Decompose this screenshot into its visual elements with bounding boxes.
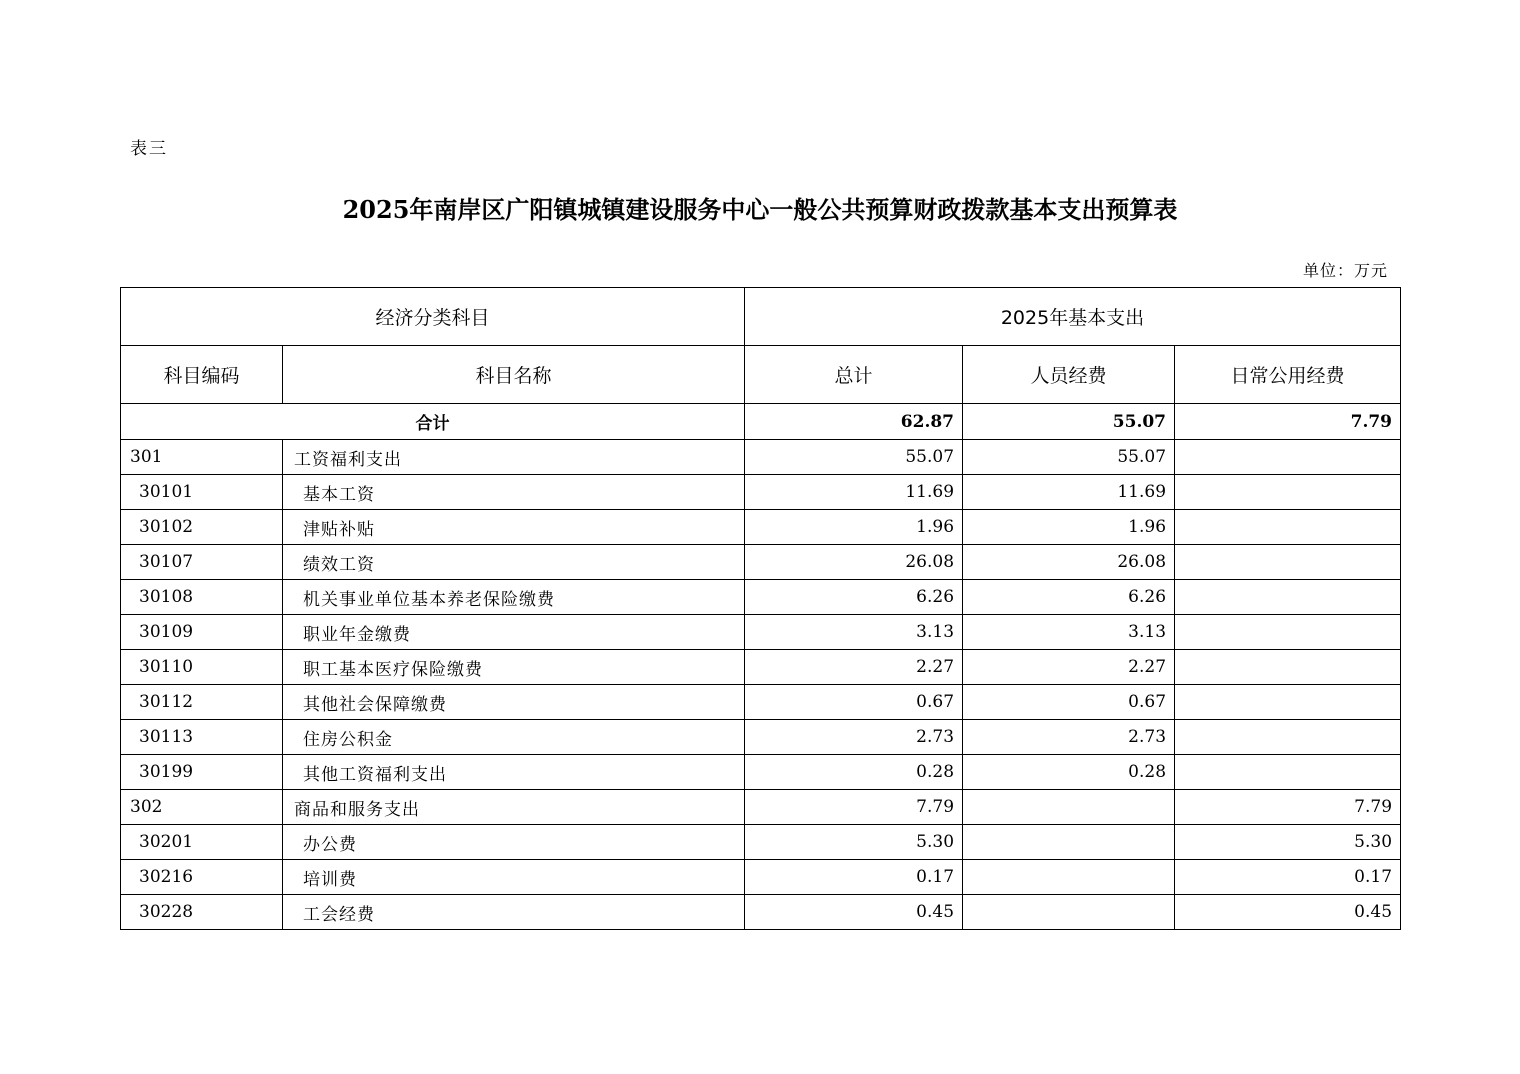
row-code: 30216	[121, 860, 283, 895]
row-name: 其他社会保障缴费	[283, 685, 745, 720]
total-sum: 62.87	[745, 404, 963, 440]
table-row	[121, 755, 1401, 790]
table-row	[121, 440, 1401, 475]
row-public	[1175, 685, 1401, 720]
row-public: 7.79	[1175, 790, 1401, 825]
row-code: 30201	[121, 825, 283, 860]
row-personnel: 11.69	[963, 475, 1175, 510]
table-number-label: 表三	[130, 139, 168, 159]
row-name: 培训费	[283, 860, 745, 895]
row-total: 1.96	[745, 510, 963, 545]
table-row	[121, 895, 1401, 930]
row-total: 0.67	[745, 685, 963, 720]
row-name: 职业年金缴费	[283, 615, 745, 650]
page-title: 2025年南岸区广阳镇城镇建设服务中心一般公共预算财政拨款基本支出预算表	[342, 195, 1178, 224]
row-total: 6.26	[745, 580, 963, 615]
row-code: 30108	[121, 580, 283, 615]
unit-label: 单位：万元	[1302, 261, 1388, 280]
row-code: 30109	[121, 615, 283, 650]
table-row	[121, 790, 1401, 825]
row-code: 302	[121, 790, 283, 825]
column-header-row	[121, 346, 1401, 404]
row-personnel: 55.07	[963, 440, 1175, 475]
row-personnel: 2.73	[963, 720, 1175, 755]
header-name: 科目名称	[283, 346, 745, 404]
row-personnel	[963, 825, 1175, 860]
row-personnel	[963, 860, 1175, 895]
header-personnel: 人员经费	[963, 346, 1175, 404]
table-row	[121, 720, 1401, 755]
group-header-row	[121, 288, 1401, 346]
table-row	[121, 615, 1401, 650]
row-public: 0.45	[1175, 895, 1401, 930]
row-public	[1175, 720, 1401, 755]
budget-table	[120, 287, 1401, 930]
header-public: 日常公用经费	[1175, 346, 1401, 404]
row-personnel: 0.28	[963, 755, 1175, 790]
row-total: 7.79	[745, 790, 963, 825]
row-total: 5.30	[745, 825, 963, 860]
row-total: 0.17	[745, 860, 963, 895]
row-name: 工资福利支出	[283, 440, 745, 475]
table-row	[121, 545, 1401, 580]
row-code: 30110	[121, 650, 283, 685]
table-row	[121, 580, 1401, 615]
row-total: 2.27	[745, 650, 963, 685]
row-public	[1175, 755, 1401, 790]
total-personnel: 55.07	[963, 404, 1175, 440]
row-personnel	[963, 895, 1175, 930]
row-total: 26.08	[745, 545, 963, 580]
row-code: 30199	[121, 755, 283, 790]
header-total: 总计	[745, 346, 963, 404]
row-public	[1175, 615, 1401, 650]
row-public	[1175, 475, 1401, 510]
row-total: 11.69	[745, 475, 963, 510]
row-code: 30107	[121, 545, 283, 580]
table-row	[121, 475, 1401, 510]
row-name: 办公费	[283, 825, 745, 860]
header-code: 科目编码	[121, 346, 283, 404]
row-name: 绩效工资	[283, 545, 745, 580]
group-header-basic-expenditure: 2025年基本支出	[745, 288, 1401, 346]
group-header-economic-class: 经济分类科目	[121, 288, 745, 346]
row-total: 55.07	[745, 440, 963, 475]
row-personnel: 1.96	[963, 510, 1175, 545]
table-row	[121, 860, 1401, 895]
row-name: 其他工资福利支出	[283, 755, 745, 790]
row-public	[1175, 545, 1401, 580]
row-personnel	[963, 790, 1175, 825]
total-label: 合计	[121, 404, 745, 440]
row-personnel: 26.08	[963, 545, 1175, 580]
row-total: 2.73	[745, 720, 963, 755]
row-personnel: 0.67	[963, 685, 1175, 720]
row-public	[1175, 580, 1401, 615]
table-row	[121, 825, 1401, 860]
row-name: 机关事业单位基本养老保险缴费	[283, 580, 745, 615]
row-name: 津贴补贴	[283, 510, 745, 545]
row-public	[1175, 440, 1401, 475]
row-public	[1175, 650, 1401, 685]
row-code: 30228	[121, 895, 283, 930]
row-code: 301	[121, 440, 283, 475]
total-row	[121, 404, 1401, 440]
row-public: 0.17	[1175, 860, 1401, 895]
row-personnel: 3.13	[963, 615, 1175, 650]
row-public: 5.30	[1175, 825, 1401, 860]
table-row	[121, 650, 1401, 685]
table-row	[121, 685, 1401, 720]
table-row	[121, 510, 1401, 545]
row-code: 30113	[121, 720, 283, 755]
row-public	[1175, 510, 1401, 545]
row-total: 3.13	[745, 615, 963, 650]
row-name: 商品和服务支出	[283, 790, 745, 825]
total-public: 7.79	[1175, 404, 1401, 440]
row-total: 0.45	[745, 895, 963, 930]
row-name: 工会经费	[283, 895, 745, 930]
row-total: 0.28	[745, 755, 963, 790]
row-code: 30101	[121, 475, 283, 510]
row-code: 30112	[121, 685, 283, 720]
row-code: 30102	[121, 510, 283, 545]
row-name: 职工基本医疗保险缴费	[283, 650, 745, 685]
row-personnel: 6.26	[963, 580, 1175, 615]
row-personnel: 2.27	[963, 650, 1175, 685]
row-name: 基本工资	[283, 475, 745, 510]
row-name: 住房公积金	[283, 720, 745, 755]
